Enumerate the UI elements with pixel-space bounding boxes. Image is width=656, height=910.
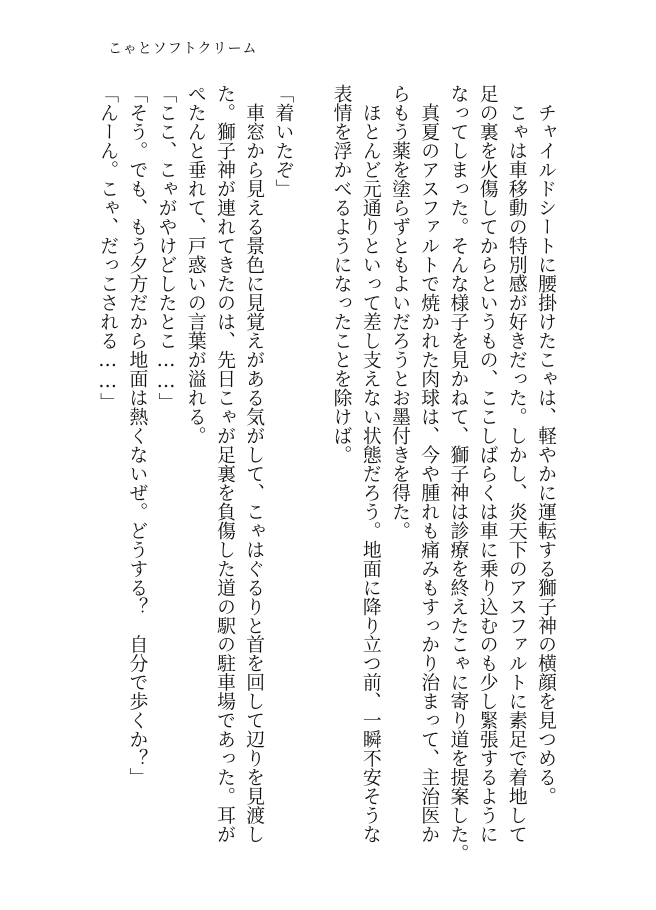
vertical-text-body bbox=[97, 84, 560, 864]
paragraph-1: チャイルドシートに腰掛けたこゃは、軽やかに運転する獅子神の横顔を見つめる。 こゃは車移動の特別感が好きだった。しかし、炎天下のアスファルトに素足で着地して 足の裏を火傷してからというもの、ここしばらくは車に乗り込むのも少し緊張するように なってしまった。そんな様子を見かねて、獅子神は診療を終えたこゃに寄り道を提案した。 真夏のアスファルトで焼かれた肉球は、今や腫れも痛みもすっかり治まって、主治医か らもう薬を塗らずともよいだろうとお墨付きを得た。 ほとんど元通りといって差し支えない状態だろう。地面に降り立つ前、一瞬不安そうな 表情を浮かべるようになったことを除けば。 bbox=[330, 84, 556, 863]
paragraph-2: 「着いたぞ」 車窓から見える景色に見覚えがある気がして、こゃはぐるりと首を回して辺りを見渡し た。獅子神が連れてきたのは、先日こゃが足裏を負傷した道の駅の駐車場であった。耳が ぺたんと垂れて、戸惑いの言葉が溢れる。 「ここ、こゃがやけどしたとこ……」 「そう。でも、もう夕方だから地面は熱くないぜ。どうする？ 自分で歩くか？」 「んーん。こゃ、だっこされる……」 bbox=[97, 84, 294, 844]
paragraph-gap bbox=[297, 84, 326, 864]
running-header: こゃとソフトクリーム bbox=[108, 41, 258, 57]
